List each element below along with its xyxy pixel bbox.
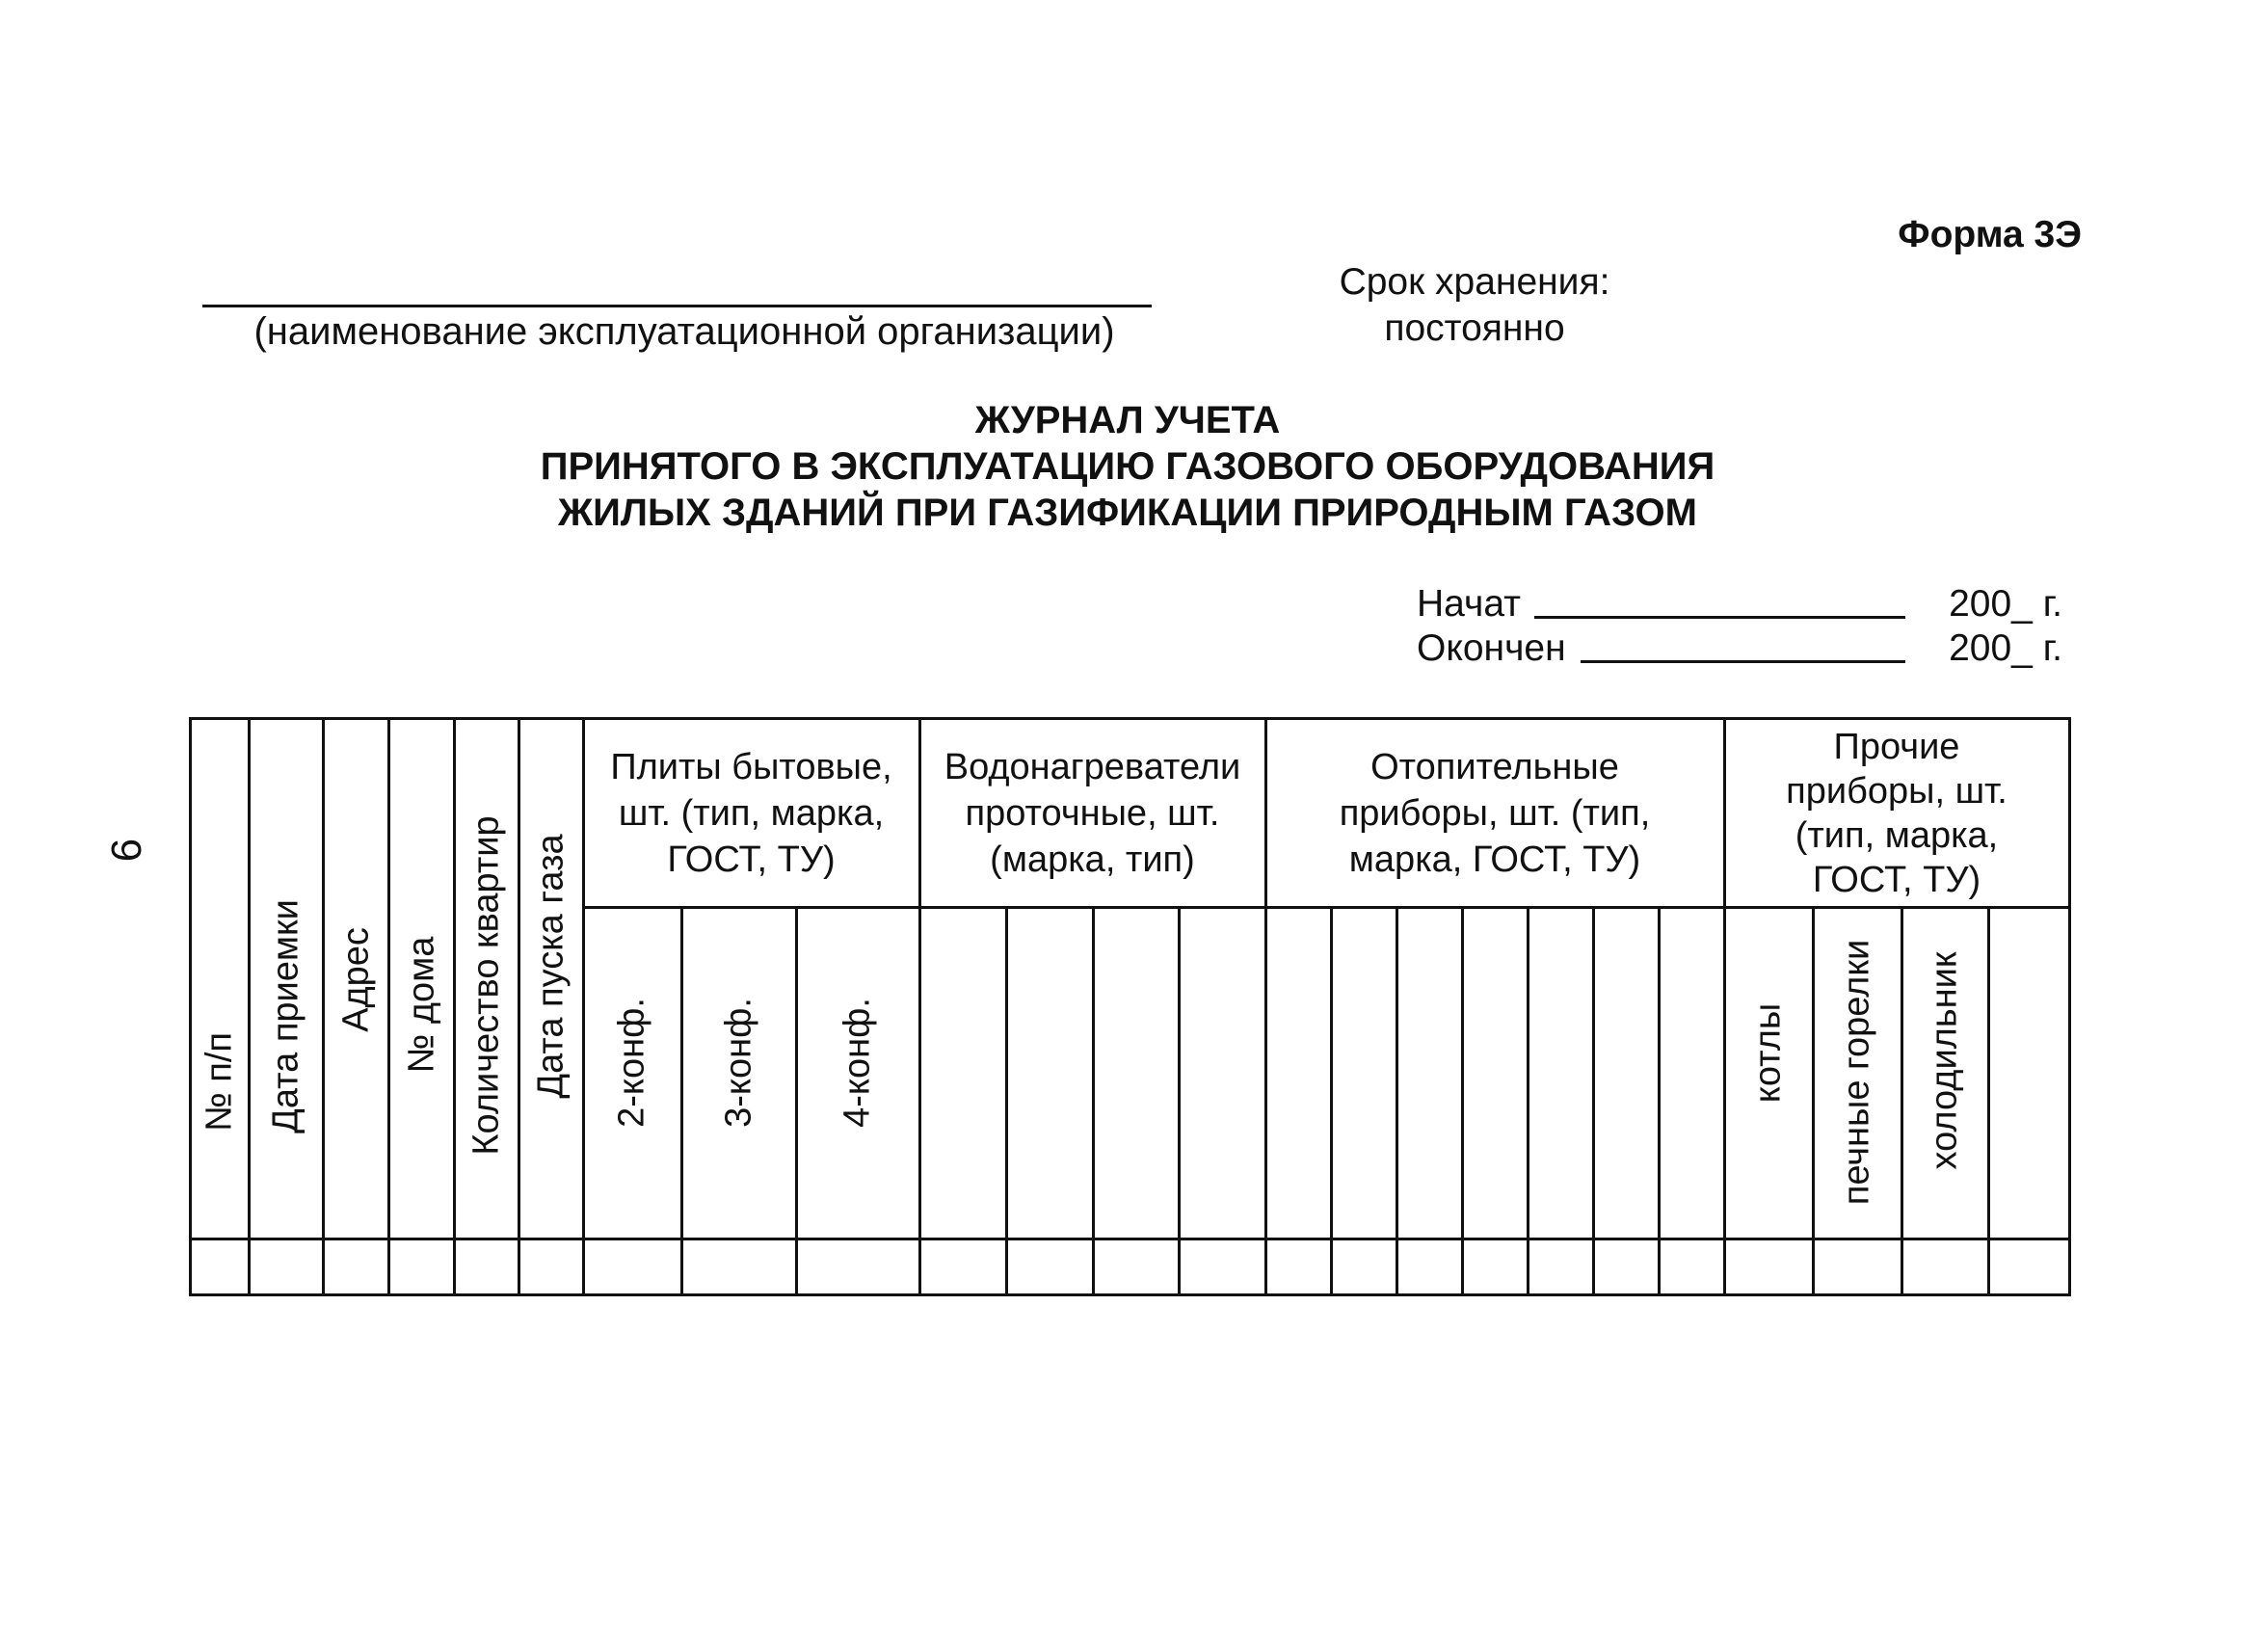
subheader-2-burner-text: 2-конф. (611, 998, 652, 1128)
subheader-4-burner (797, 909, 918, 1238)
subheader-furnace-burners-text: печные горелки (1836, 939, 1877, 1206)
group-header-other-devices: Прочие приборы, шт. (тип, марка, ГОСТ, ТУ) (1786, 727, 2007, 900)
col-header-address-text: Адрес (335, 927, 376, 1032)
subheader-fridge-text: холодильник (1924, 951, 1965, 1170)
table-right-border (2068, 717, 2071, 1296)
col-header-gas-start-date-text: Дата пуска газа (530, 834, 572, 1099)
col-header-accept-date-text: Дата приемки (265, 899, 306, 1133)
subcol-divider (1461, 906, 1464, 1296)
subcol-divider (1178, 906, 1181, 1296)
subheader-boilers (1725, 909, 1812, 1238)
subheader-fridge (1902, 909, 1987, 1238)
col-header-address (325, 721, 387, 1238)
table-bottom-border (189, 1293, 2071, 1296)
group-header-stoves: Плиты бытовые, шт. (тип, марка, ГОСТ, ТУ) (610, 747, 892, 880)
title-line-1: ЖУРНАЛ УЧЕТА (974, 399, 1281, 441)
col-header-num-text: № п/п (199, 1031, 240, 1132)
page-number: 9 (102, 838, 149, 863)
finished-label: Окончен (1417, 627, 1566, 669)
finished-year: 200_ г. (1949, 627, 2062, 669)
subcol-divider (1005, 906, 1008, 1296)
subheader-2-burner (584, 909, 680, 1238)
form-label: Форма 3Э (1898, 214, 2082, 255)
organization-caption: (наименование эксплуатационной организации) (253, 310, 1115, 353)
col-header-accept-date (251, 721, 322, 1238)
storage-period-label: Срок хранения: (1339, 261, 1610, 303)
started-label: Начат (1417, 583, 1522, 625)
col-header-apartments-text: Количество квартир (465, 815, 507, 1156)
subheader-boilers-text: котлы (1747, 1002, 1789, 1104)
subheader-3-burner-text: 3-конф. (718, 998, 758, 1128)
subcol-divider (1092, 906, 1095, 1296)
group-header-heating-devices: Отопительные приборы, шт. (тип, марка, ГОСТ, ТУ) (1339, 747, 1651, 880)
title-line-3: ЖИЛЫХ ЗДАНИЙ ПРИ ГАЗИФИКАЦИИ ПРИРОДНЫМ ГАЗОМ (558, 492, 1697, 534)
subcol-divider (1396, 906, 1398, 1296)
subheader-furnace-burners (1814, 909, 1901, 1238)
col-header-house-no (390, 721, 453, 1238)
subheader-4-burner-text: 4-конф. (837, 998, 878, 1128)
subheader-3-burner (682, 909, 795, 1238)
col-header-num (192, 721, 248, 1238)
subcol-divider (1592, 906, 1595, 1296)
subcol-divider (1330, 906, 1333, 1296)
subcol-divider (1987, 906, 1990, 1296)
storage-period-value: постоянно (1384, 307, 1565, 349)
group-header-water-heaters: Водонагреватели проточные, шт. (марка, тип) (944, 747, 1241, 880)
subcol-divider (1527, 906, 1529, 1296)
table-row[interactable] (192, 1240, 2068, 1293)
started-year: 200_ г. (1949, 583, 2062, 625)
table-top-border (189, 717, 2071, 720)
col-header-gas-start-date (520, 721, 582, 1238)
col-header-apartments (456, 721, 518, 1238)
title-line-2: ПРИНЯТОГО В ЭКСПЛУАТАЦИЮ ГАЗОВОГО ОБОРУДОВАНИЯ (540, 445, 1715, 488)
subcol-divider (1658, 906, 1661, 1296)
col-header-house-no-text: № дома (401, 936, 441, 1074)
